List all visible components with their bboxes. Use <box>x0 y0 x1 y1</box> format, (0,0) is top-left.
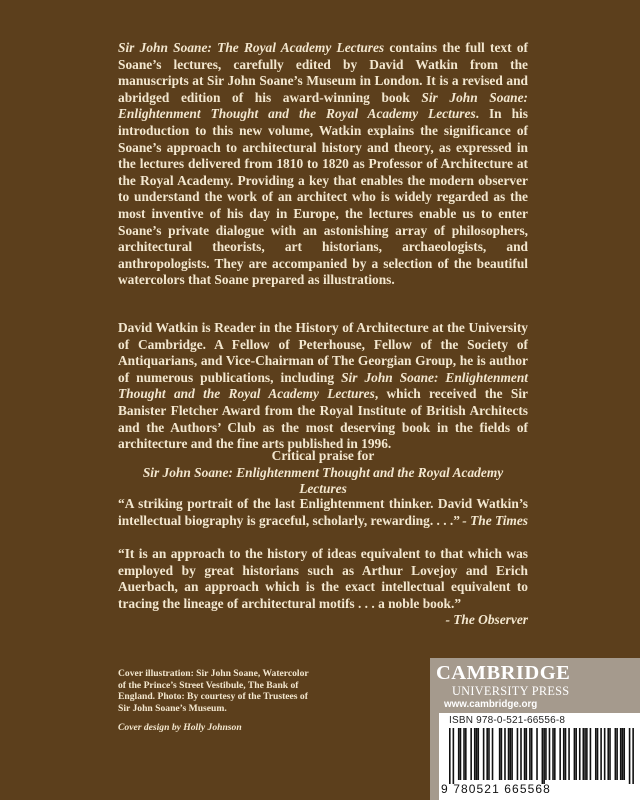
book-description <box>118 40 528 289</box>
publisher-logo-sub: UNIVERSITY PRESS <box>452 684 570 698</box>
isbn-barcode <box>439 713 640 800</box>
praise-subtitle: Sir John Soane: Enlightenment Thought and the Royal Academy Lectures <box>142 464 504 497</box>
quote-source: - The Observer <box>445 612 528 628</box>
quote-text: “A striking portrait of the last Enlightenment thinker. David Watkin’s intellectual biography is graceful, scholarly, rewarding. . . .” <box>118 496 528 528</box>
quote-observer <box>118 546 528 629</box>
publisher-url: www.cambridge.org <box>444 699 538 710</box>
quote-source: - The Times <box>462 512 528 528</box>
barcode-digits: 9 780521 665568 <box>441 782 551 796</box>
quote-times <box>118 496 528 529</box>
description-text-2: . In his introduction to this new volume, Watkin explains the significance of Soane’s approach to architectural history and theory, as expressed in the lectures delivered from 1810 to 1820 as Professor of Architecture at the Royal Academy. Providing a key that enables the modern observer to understand the work of an architect who is widely regarded as the most inventive of his day in Europe, the lectures enable us to enter Soane’s private dialogue with an astonishing array of philosophers, architectural theorists, art historians, archaeologists, and anthropologists. They are accompanied by a selection of the beautiful watercolors that Soane prepared as illustrations. <box>118 106 528 288</box>
barcode-bars-icon <box>449 728 635 784</box>
publisher-logo-name: CAMBRIDGE <box>436 662 571 684</box>
design-credit: Cover design by Holly Johnson <box>118 722 242 734</box>
author-text-2: , which received the Sir Banister Fletcher Award from the Royal Institute of British Architects and the Authors’ Club as the most deserving book in the fields of architecture and the fine arts published in 1996. <box>118 386 528 452</box>
critical-praise-heading <box>118 448 528 498</box>
description-text-1: contains the full text of Soane’s lectures, carefully edited by David Watkin from the manuscripts at Sir John Soane’s Museum in London. It is a revised and abridged edition of his award-winning book <box>118 40 528 105</box>
author-text-1: David Watkin is Reader in the History of Architecture at the University of Cambridge. A Fellow of Peterhouse, Fellow of the Society of Antiquarians, and Vice-Chairman of The Georgian Group, he is author of numerous publications, including <box>118 320 528 385</box>
author-bio <box>118 320 528 453</box>
isbn-number: ISBN 978-0-521-66556-8 <box>449 715 566 726</box>
book-title-1: Sir John Soane: The Royal Academy Lectures <box>118 40 385 55</box>
quote-text: “It is an approach to the history of ideas equivalent to that which was employed by great historians such as Arthur Lovejoy and Erich Auerbach, an approach which is the exact intellectual equivalent to tracing the lineage of architectural motifs . . . a noble book.” <box>118 546 528 611</box>
cover-credits <box>118 668 318 734</box>
praise-heading: Critical praise for <box>271 448 375 463</box>
book-title-2: Sir John Soane: Enlightenment Thought and the Royal Academy Lectures <box>118 89 528 122</box>
illustration-credit: Cover illustration: Sir John Soane, Watercolor of the Prince’s Street Vestibule, The Bank of England. Photo: By courtesy of the Trustees of Sir John Soane’s Museum. <box>118 668 309 714</box>
author-book-title: Sir John Soane: Enlightenment Thought and the Royal Academy Lectures <box>118 369 529 402</box>
